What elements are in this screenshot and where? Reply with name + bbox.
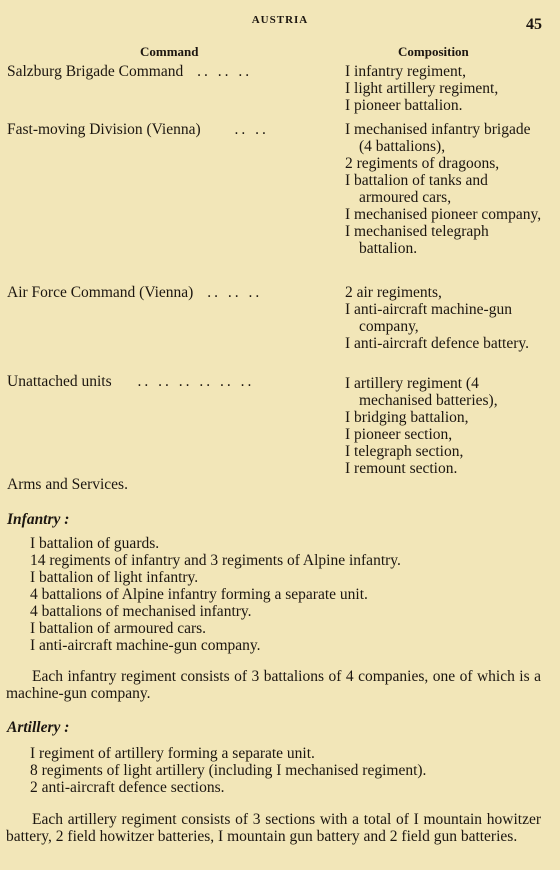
list-item: 8 regiments of light artillery (including I mechanised regiment).: [30, 762, 427, 779]
infantry-list: [30, 535, 401, 654]
list-item: 4 battalions of Alpine infantry forming a separate unit.: [30, 586, 368, 603]
command-column-heading: Command: [140, 44, 199, 59]
composition-item: I infantry regiment,: [345, 63, 466, 80]
composition-item: I battalion of tanks and armoured cars,: [345, 172, 488, 206]
arms-services-heading: Arms and Services.: [7, 476, 128, 493]
list-item: I anti-aircraft machine-gun company.: [30, 637, 261, 654]
artillery-note: Each artillery regiment consists of 3 sections with a total of I mountain howitzer battery, 2 field howitzer batteries, I mountain gun battery and 2 field gun batteries.: [6, 811, 541, 845]
composition-item: I anti-aircraft machine-gun company,: [345, 301, 512, 335]
entry-name: [7, 121, 269, 138]
list-item: I battalion of light infantry.: [30, 569, 199, 586]
composition-list: [345, 375, 545, 477]
composition-item: I mechanised telegraph battalion.: [345, 223, 489, 257]
entry-name: [7, 284, 262, 301]
infantry-note: Each infantry regiment consists of 3 battalions of 4 companies, one of which is a machine-gun company.: [6, 668, 541, 702]
composition-item: I anti-aircraft defence battery.: [345, 335, 530, 352]
entry-name-text: Fast-moving Division (Vienna): [7, 121, 201, 138]
composition-item: 2 air regiments,: [345, 284, 442, 301]
composition-item: I artillery regiment (4 mechanised batteries),: [345, 375, 498, 409]
composition-item: I mechanised infantry brigade (4 battalions),: [345, 121, 531, 155]
artillery-heading: Artillery :: [7, 719, 70, 736]
leader-dots: .. ..: [234, 121, 269, 138]
list-item: I battalion of guards.: [30, 535, 160, 552]
composition-item: I telegraph section,: [345, 443, 464, 460]
composition-item: I remount section.: [345, 460, 458, 477]
entry-name-text: Unattached units: [7, 373, 112, 390]
entry-name: [7, 373, 254, 390]
composition-item: I mechanised pioneer company,: [345, 206, 542, 223]
composition-item: I bridging battalion,: [345, 409, 469, 426]
leader-dots: .. .. ..: [197, 63, 253, 80]
entry-name: [7, 63, 252, 80]
list-item: I regiment of artillery forming a separate unit.: [30, 745, 315, 762]
leader-dots: .. .. ..: [207, 284, 263, 301]
composition-item: I pioneer section,: [345, 426, 453, 443]
infantry-heading: Infantry :: [7, 511, 70, 528]
page-number: 45: [526, 16, 542, 33]
list-item: 2 anti-aircraft defence sections.: [30, 779, 225, 796]
composition-item: 2 regiments of dragoons,: [345, 155, 500, 172]
running-header: AUSTRIA: [251, 14, 309, 26]
list-item: 14 regiments of infantry and 3 regiments of Alpine infantry.: [30, 552, 401, 569]
composition-list: [345, 121, 545, 257]
entry-name-text: Air Force Command (Vienna): [7, 284, 194, 301]
leader-dots: .. .. .. .. .. ..: [137, 373, 255, 390]
composition-list: [345, 63, 545, 114]
list-item: 4 battalions of mechanised infantry.: [30, 603, 252, 620]
composition-column-heading: Composition: [398, 44, 469, 59]
artillery-list: [30, 745, 426, 796]
list-item: I battalion of armoured cars.: [30, 620, 207, 637]
composition-item: I pioneer battalion.: [345, 97, 463, 114]
entry-name-text: Salzburg Brigade Command: [7, 63, 184, 80]
composition-item: I light artillery regiment,: [345, 80, 499, 97]
composition-list: [345, 284, 545, 352]
